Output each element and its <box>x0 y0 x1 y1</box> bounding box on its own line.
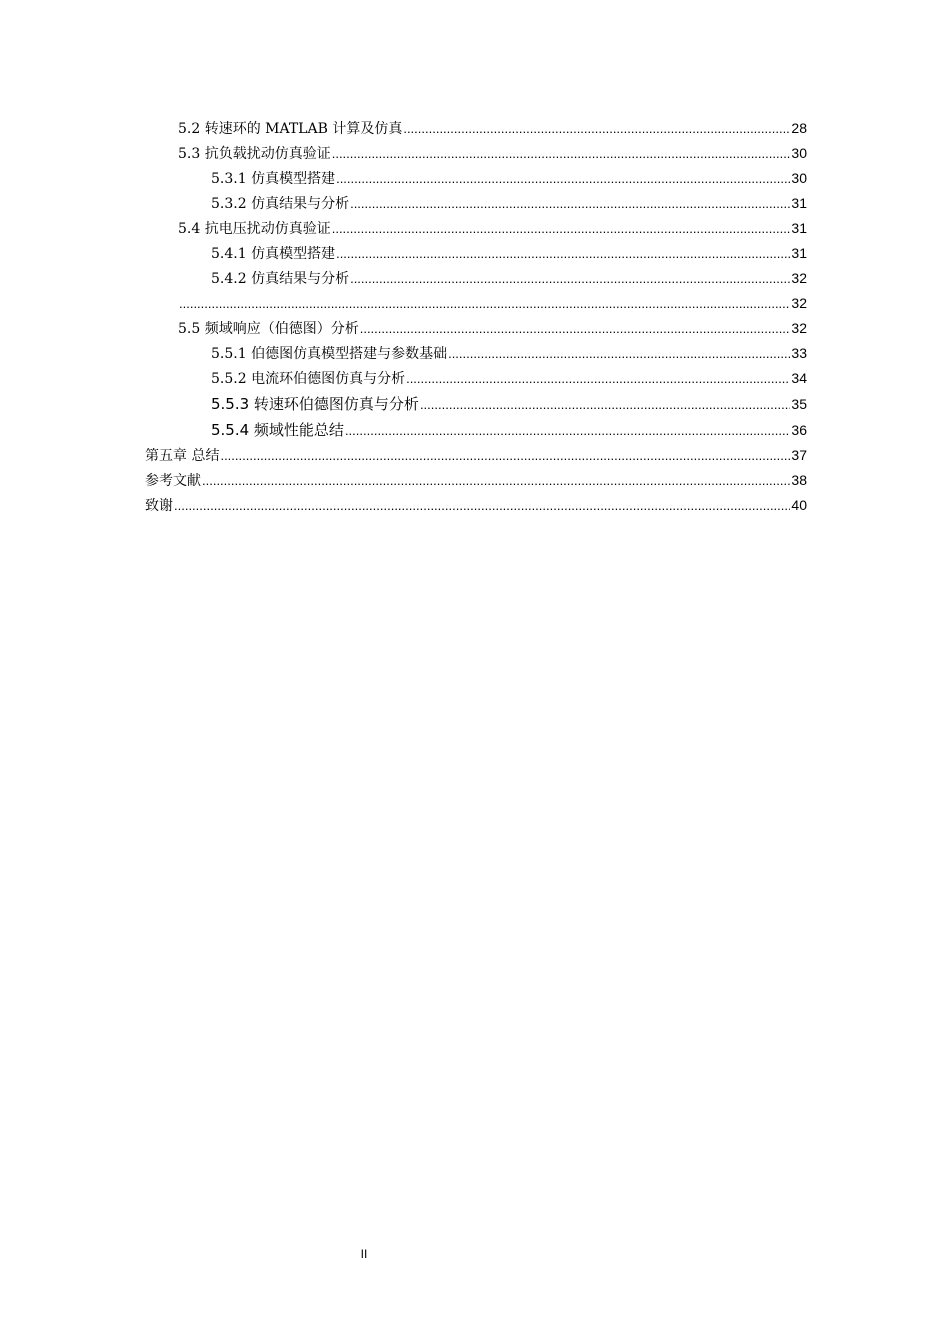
toc-dot-leader <box>448 341 790 366</box>
toc-entry-page: 31 <box>791 195 807 211</box>
toc-dot-leader <box>332 216 791 241</box>
toc-entry-references[interactable] <box>145 468 807 493</box>
toc-entry-label: 参考文献 <box>145 469 201 494</box>
page-number: II <box>360 1247 368 1261</box>
toc-entry-label: 5.4 抗电压扰动仿真验证 <box>178 217 331 242</box>
toc-entry-page: 30 <box>791 170 807 186</box>
toc-entry-page: 28 <box>791 120 807 136</box>
toc-entry-label: 5.5 频域响应（伯德图）分析 <box>178 317 359 342</box>
toc-entry-label: 5.5.1 伯德图仿真模型搭建与参数基础 <box>211 342 447 367</box>
toc-entry-page: 31 <box>791 220 807 236</box>
toc-dot-leader <box>345 418 790 444</box>
toc-entry-page: 32 <box>791 295 807 311</box>
table-of-contents <box>145 116 807 518</box>
toc-entry-5-5-1[interactable] <box>145 341 807 366</box>
toc-dot-leader <box>332 141 791 166</box>
toc-entry-5-3[interactable] <box>145 141 807 166</box>
toc-dot-leader <box>420 392 790 418</box>
toc-entry-5-5-4[interactable] <box>145 417 807 443</box>
toc-entry-5-4-1[interactable] <box>145 241 807 266</box>
toc-entry-label: 5.3.1 仿真模型搭建 <box>211 167 335 192</box>
toc-entry-label: 5.4.1 仿真模型搭建 <box>211 242 335 267</box>
toc-dot-leader <box>403 116 790 141</box>
toc-entry-label: 5.5.2 电流环伯德图仿真与分析 <box>211 367 405 392</box>
toc-entry-label: 5.5.4 频域性能总结 <box>211 417 344 443</box>
toc-entry-page: 32 <box>791 270 807 286</box>
toc-entry-page: 35 <box>791 396 807 412</box>
toc-dot-leader <box>174 493 790 518</box>
toc-entry-page: 30 <box>791 145 807 161</box>
toc-entry-page: 40 <box>791 497 807 513</box>
toc-dot-leader <box>202 468 790 493</box>
toc-entry-page: 37 <box>791 447 807 463</box>
toc-entry-label: 5.2 转速环的 MATLAB 计算及仿真 <box>178 117 402 142</box>
toc-dot-leader <box>350 266 790 291</box>
toc-entry-5-3-1[interactable] <box>145 166 807 191</box>
toc-dot-leader <box>350 191 790 216</box>
toc-dot-leader <box>336 241 790 266</box>
toc-entry-page: 32 <box>791 320 807 336</box>
toc-entry-acknowledgements[interactable] <box>145 493 807 518</box>
toc-entry-5-3-2[interactable] <box>145 191 807 216</box>
toc-entry-label: 5.3 抗负载扰动仿真验证 <box>178 142 331 167</box>
toc-dot-leader <box>360 316 791 341</box>
toc-dot-leader <box>220 443 790 468</box>
toc-entry-5-5-2[interactable] <box>145 366 807 391</box>
toc-entry-label: 致谢 <box>145 494 173 519</box>
toc-entry-page: 36 <box>791 422 807 438</box>
toc-entry-label: 5.5.3 转速环伯德图仿真与分析 <box>211 391 419 417</box>
toc-dot-leader <box>179 291 790 316</box>
toc-entry-page: 31 <box>791 245 807 261</box>
toc-entry-page: 33 <box>791 345 807 361</box>
toc-entry-5-2[interactable] <box>145 116 807 141</box>
toc-dot-leader <box>406 366 790 391</box>
toc-entry-5-4[interactable] <box>145 216 807 241</box>
toc-entry-chapter-5-summary[interactable] <box>145 443 807 468</box>
toc-entry-page: 34 <box>791 370 807 386</box>
toc-entry-label: 第五章 总结 <box>145 444 219 469</box>
toc-entry-5-5[interactable] <box>145 316 807 341</box>
toc-dot-leader <box>336 166 790 191</box>
toc-entry-blank[interactable] <box>145 291 807 316</box>
toc-entry-label: 5.3.2 仿真结果与分析 <box>211 192 349 217</box>
toc-entry-5-5-3[interactable] <box>145 391 807 417</box>
toc-entry-5-4-2[interactable] <box>145 266 807 291</box>
toc-entry-label: 5.4.2 仿真结果与分析 <box>211 267 349 292</box>
toc-entry-page: 38 <box>791 472 807 488</box>
